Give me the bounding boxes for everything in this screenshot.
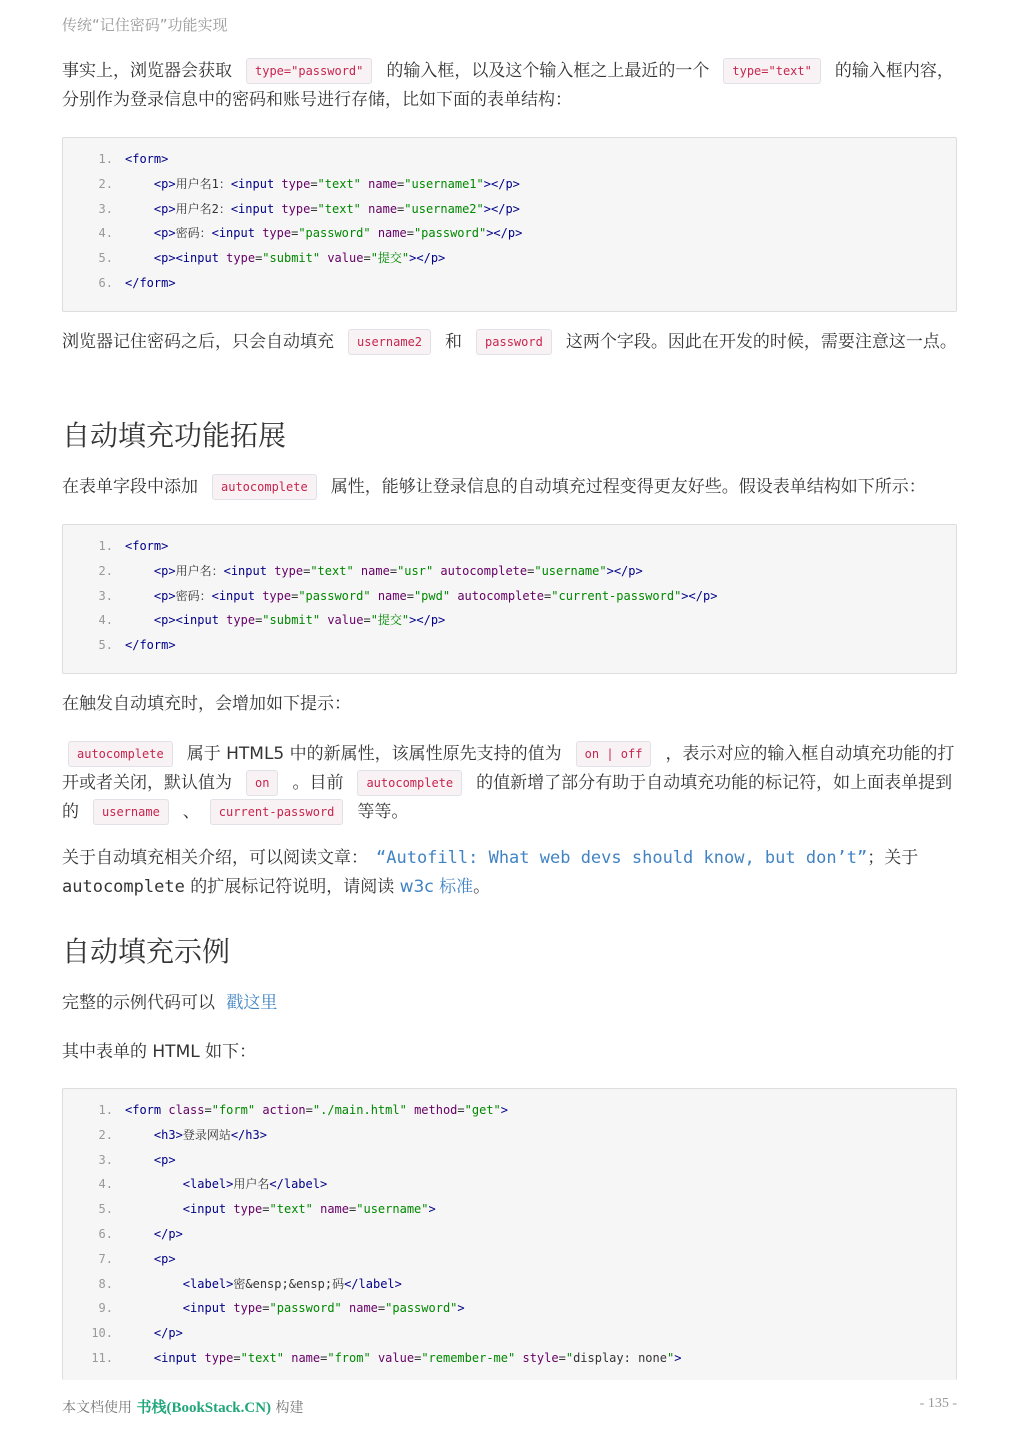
code-token: 密&ensp;&ensp;码 <box>233 1276 345 1291</box>
code-token: value <box>327 613 364 628</box>
code-token: <p> <box>153 201 176 216</box>
code-token <box>407 1103 414 1117</box>
code-token: "password" <box>298 588 371 603</box>
code-token: type <box>233 1202 263 1217</box>
code-line <box>63 608 956 633</box>
code-token: "./main.html" <box>312 1103 407 1117</box>
autocomplete-intro-paragraph: 在表单字段中添加 autocomplete 属性，能够让登录信息的自动填充过程变得更友好些。假设表单结构如下所示： <box>62 473 957 502</box>
code-token: "username" <box>534 563 607 578</box>
inline-code-on-off: on | off <box>576 741 652 767</box>
example-link-paragraph: 完整的示例代码可以 戳这里 <box>62 993 278 1013</box>
code-token: = <box>320 1351 328 1365</box>
code-token: = <box>397 176 405 191</box>
code-token <box>125 1227 154 1241</box>
code-token: = <box>457 1103 465 1117</box>
code-token <box>354 564 361 578</box>
code-token: ></p> <box>409 251 446 266</box>
code-token: "password" <box>385 1301 458 1316</box>
code-token: name <box>368 201 398 216</box>
code-token: <input <box>182 1301 234 1316</box>
code-token: value <box>327 251 364 266</box>
inline-code-on: on <box>246 770 278 796</box>
code-token <box>125 613 154 627</box>
code-line <box>63 534 956 559</box>
code-token: = <box>389 563 398 578</box>
code-token: " <box>565 1351 574 1365</box>
code-text <box>125 1247 176 1272</box>
line-number: 7. <box>98 1251 113 1266</box>
code-line <box>63 1197 956 1222</box>
code-token: = <box>310 176 318 191</box>
code-token: "password" <box>269 1301 342 1316</box>
code-token: = <box>363 251 371 266</box>
code-token: <input <box>153 1351 205 1365</box>
line-number: 9. <box>98 1301 113 1316</box>
line-number: 4. <box>98 226 113 241</box>
code-line <box>63 1148 956 1173</box>
code-text <box>125 1098 508 1123</box>
code-token: = <box>558 1351 566 1365</box>
line-number: 1. <box>98 152 113 166</box>
code-token: = <box>363 613 371 628</box>
inline-code-autocomplete: autocomplete <box>212 474 317 500</box>
code-token: <input <box>223 563 275 578</box>
inline-code-type-text: type="text" <box>723 58 820 84</box>
code-token <box>125 1277 183 1291</box>
code-token: ></p> <box>483 176 520 191</box>
code-text <box>125 608 445 633</box>
code-token: 登录网站 <box>182 1127 231 1142</box>
code-token: type <box>262 226 292 241</box>
code-token: "text" <box>310 563 354 578</box>
code-text <box>125 1222 183 1247</box>
code-text <box>125 246 445 271</box>
code-token: </h3> <box>230 1127 267 1142</box>
code-token: "form" <box>211 1103 256 1117</box>
code-token: name <box>349 1301 378 1316</box>
code-token: = <box>305 1103 313 1117</box>
inline-code-username2: username2 <box>348 329 431 355</box>
code-token: </form> <box>125 276 176 290</box>
code-token <box>125 1177 183 1191</box>
line-number: 2. <box>98 1127 113 1142</box>
autofill-article-link[interactable]: “Autofill: What web devs should know, but don’t” <box>376 848 868 868</box>
code-token: = <box>291 588 299 603</box>
code-token: ></p> <box>606 563 643 578</box>
code-token: = <box>349 1202 357 1217</box>
code-line <box>63 197 956 222</box>
code-token: action <box>262 1103 306 1117</box>
code-text <box>125 1123 267 1148</box>
line-number: 6. <box>98 1227 113 1241</box>
code-text <box>125 1272 402 1297</box>
line-number: 2. <box>98 176 113 191</box>
code-token: <h3> <box>153 1127 183 1142</box>
code-token: = <box>406 226 414 241</box>
example-code-link[interactable]: 戳这里 <box>226 993 278 1013</box>
code-token <box>125 564 154 578</box>
code-token <box>125 1153 154 1167</box>
code-text <box>125 1346 681 1371</box>
code-line <box>63 633 956 658</box>
code-token: <input <box>211 226 263 241</box>
code-line <box>63 1247 956 1272</box>
code-token: ></p> <box>486 226 523 241</box>
code-line <box>63 559 956 584</box>
page-header-title: 传统“记住密码”功能实现 <box>62 16 228 34</box>
code-token: <label> <box>182 1177 234 1192</box>
code-text <box>125 584 717 609</box>
code-token: <input <box>211 588 263 603</box>
code-token: <p> <box>153 563 176 578</box>
code-token: = <box>262 1202 270 1217</box>
code-token: 用户名： <box>175 563 224 578</box>
code-line <box>63 271 956 296</box>
code-token: "usr" <box>397 563 434 578</box>
code-token: </p> <box>153 1227 183 1241</box>
code-token: <form> <box>125 152 169 166</box>
autofill-fields-paragraph: 浏览器记住密码之后，只会自动填充 username2 和 password 这两个字段。因此在开发的时候，需要注意这一点。 <box>62 328 957 357</box>
code-block-example-form <box>62 1088 957 1380</box>
code-line <box>63 1321 956 1346</box>
code-token: ></p> <box>483 201 520 216</box>
code-text <box>125 633 176 658</box>
line-number: 10. <box>91 1326 113 1341</box>
line-number: 5. <box>98 638 113 653</box>
code-token <box>342 1301 349 1315</box>
code-token: "提交" <box>370 613 410 628</box>
line-number: 11. <box>91 1351 113 1365</box>
code-text <box>125 559 643 584</box>
inline-code-current-password: current-password <box>210 799 344 825</box>
code-token: name <box>368 176 398 191</box>
form-html-intro-paragraph: 其中表单的 HTML 如下： <box>62 1042 257 1062</box>
code-token: > <box>500 1103 509 1117</box>
line-number: 8. <box>98 1276 113 1291</box>
code-token: <p> <box>153 1251 176 1266</box>
code-token: class <box>168 1103 205 1117</box>
code-line <box>63 1123 956 1148</box>
heading-autofill-extension: 自动填充功能拓展 <box>62 419 287 452</box>
code-token: type <box>204 1351 234 1365</box>
code-line <box>63 584 956 609</box>
code-token: type <box>281 176 311 191</box>
code-token: "get" <box>464 1103 501 1117</box>
code-token: = <box>255 251 263 266</box>
code-line <box>63 1098 956 1123</box>
code-token: = <box>377 1301 386 1316</box>
code-token: value <box>377 1351 415 1365</box>
autocomplete-description-paragraph: autocomplete 属于 HTML5 中的新属性，该属性原先支持的值为 on | off ，表示对应的输入框自动填充功能的打开或者关闭，默认值为 on 。目前 autocomplete 的值新增了部分有助于自动填充功能的标记符，如上面表单提到的 username 、 current-password 等等。 <box>62 740 957 827</box>
code-token: "提交" <box>370 251 410 266</box>
line-number: 3. <box>98 588 113 603</box>
code-token <box>371 1351 378 1365</box>
code-token: type <box>233 1301 263 1316</box>
code-token <box>125 251 154 265</box>
code-token <box>125 202 154 216</box>
code-token: = <box>310 201 318 216</box>
code-token: = <box>406 588 414 603</box>
intro-paragraph: 事实上，浏览器会获取 type="password" 的输入框，以及这个输入框之上最近的一个 type="text" 的输入框内容，分别作为登录信息中的密码和账号进行存储，比如下面的表单结构： <box>62 57 957 115</box>
code-token: "pwd" <box>413 588 451 603</box>
code-line <box>63 221 956 246</box>
code-token: = <box>544 588 552 603</box>
code-token: "current-password" <box>551 588 682 603</box>
code-token: <form <box>125 1103 169 1117</box>
code-token: type <box>226 613 256 628</box>
code-token: "from" <box>327 1351 371 1365</box>
code-token: = <box>397 201 405 216</box>
code-token <box>125 1351 154 1365</box>
w3c-standard-link[interactable]: w3c 标准 <box>399 877 474 897</box>
code-token: "submit" <box>262 613 321 628</box>
code-token: autocomplete <box>440 563 528 578</box>
code-block-form-autocomplete <box>62 524 957 674</box>
code-line <box>63 1272 956 1297</box>
code-block-form-basic <box>62 137 957 312</box>
line-number: 2. <box>98 563 113 578</box>
code-text <box>125 197 520 222</box>
code-token: </form> <box>125 638 176 653</box>
code-token: autocomplete <box>457 588 545 603</box>
code-token: "text" <box>269 1202 313 1217</box>
code-token: method <box>414 1103 458 1117</box>
autofill-hint-paragraph: 在触发自动填充时，会增加如下提示： <box>62 694 351 714</box>
code-token: ></p> <box>681 588 718 603</box>
code-token: > <box>674 1351 682 1365</box>
code-line <box>63 1172 956 1197</box>
code-text <box>125 271 176 296</box>
line-number: 4. <box>98 1177 113 1192</box>
code-token <box>125 589 154 603</box>
code-token: type <box>262 588 292 603</box>
code-token: <label> <box>182 1276 234 1291</box>
code-line <box>63 147 956 172</box>
code-token: = <box>527 563 535 578</box>
code-token: <input <box>230 176 282 191</box>
code-token: 用户名2： <box>175 201 231 216</box>
code-token <box>125 1301 183 1315</box>
code-text <box>125 1296 465 1321</box>
code-token: = <box>291 226 299 241</box>
bookstack-link[interactable]: 书栈(BookStack.CN) <box>136 1400 272 1416</box>
code-token: name <box>291 1351 321 1365</box>
code-token: "username1" <box>404 176 484 191</box>
code-token <box>371 589 378 603</box>
code-token: = <box>204 1103 212 1117</box>
code-line <box>63 246 956 271</box>
inline-code-autocomplete: autocomplete <box>68 741 173 767</box>
code-token <box>125 226 154 240</box>
code-token: "text" <box>240 1351 284 1365</box>
inline-code-username: username <box>93 799 169 825</box>
code-token: = <box>255 613 263 628</box>
code-token: "submit" <box>262 251 321 266</box>
code-token: display: none <box>573 1351 667 1365</box>
code-token: style <box>522 1351 559 1365</box>
code-token: "password" <box>413 226 487 241</box>
code-token: type <box>274 563 304 578</box>
code-token: 用户名 <box>233 1177 270 1192</box>
code-text <box>125 1197 436 1222</box>
code-token: " <box>666 1351 675 1365</box>
code-token: "password" <box>298 226 371 241</box>
code-token <box>125 1128 154 1142</box>
code-token <box>125 1326 154 1340</box>
code-token: <p> <box>153 226 176 241</box>
code-token: 密码： <box>175 588 212 603</box>
code-text <box>125 534 168 559</box>
page-number: - 135 - <box>919 1396 957 1411</box>
code-text <box>125 1172 327 1197</box>
code-token: name <box>360 563 390 578</box>
code-token: </label> <box>269 1177 328 1192</box>
code-token <box>371 226 378 240</box>
code-text <box>125 172 520 197</box>
code-token: "text" <box>317 176 361 191</box>
code-token: "username" <box>356 1202 429 1217</box>
code-token: <p> <box>153 588 176 603</box>
line-number: 6. <box>98 276 113 290</box>
code-token <box>125 177 154 191</box>
code-token: name <box>377 226 407 241</box>
code-token: = <box>262 1301 270 1316</box>
code-token: "remember-me" <box>421 1351 516 1365</box>
code-text <box>125 1321 183 1346</box>
code-token: 用户名1： <box>175 176 231 191</box>
footer-credit: 本文档使用 书栈(BookStack.CN) 构建 <box>62 1400 304 1416</box>
code-token: "username2" <box>404 201 484 216</box>
code-token: = <box>303 563 311 578</box>
code-text <box>125 1148 176 1173</box>
code-token: </label> <box>344 1276 402 1291</box>
code-token <box>125 1252 154 1266</box>
code-token: <input <box>182 1202 234 1217</box>
code-line <box>63 1296 956 1321</box>
line-number: 4. <box>98 613 113 628</box>
code-line <box>63 172 956 197</box>
code-token: <input <box>230 201 282 216</box>
code-token: ></p> <box>409 613 446 628</box>
line-number: 5. <box>98 251 113 266</box>
code-token: = <box>233 1351 241 1365</box>
line-number: 1. <box>98 1103 113 1117</box>
line-number: 3. <box>98 201 113 216</box>
code-token: name <box>320 1202 350 1217</box>
inline-code-password: password <box>476 329 552 355</box>
code-token <box>125 1202 183 1216</box>
inline-code-type-password: type="password" <box>246 58 372 84</box>
code-token: type <box>281 201 311 216</box>
code-token: "text" <box>317 201 361 216</box>
line-number: 1. <box>98 539 113 553</box>
code-token: </p> <box>153 1326 183 1341</box>
heading-autofill-example: 自动填充示例 <box>62 935 231 968</box>
code-token: <form> <box>125 539 169 553</box>
code-token: > <box>428 1202 436 1217</box>
code-line <box>63 1346 956 1371</box>
code-text <box>125 147 168 172</box>
code-token: <p> <box>153 1152 176 1167</box>
code-token: = <box>414 1351 422 1365</box>
code-token: <p><input <box>153 613 227 628</box>
code-token: 密码： <box>175 226 212 241</box>
code-token: <p> <box>153 176 176 191</box>
code-token: type <box>226 251 256 266</box>
code-token: name <box>377 588 407 603</box>
code-token: > <box>457 1301 465 1316</box>
line-number: 5. <box>98 1202 113 1217</box>
code-token: <p><input <box>153 251 227 266</box>
code-text <box>125 221 522 246</box>
further-reading-paragraph: 关于自动填充相关介绍，可以阅读文章： “Autofill: What web devs should know, but don’t”；关于autocomplete 的扩展标记符说明，请阅读 w3c 标准。 <box>62 848 919 897</box>
code-line <box>63 1222 956 1247</box>
inline-code-autocomplete: autocomplete <box>357 770 462 796</box>
line-number: 3. <box>98 1152 113 1167</box>
